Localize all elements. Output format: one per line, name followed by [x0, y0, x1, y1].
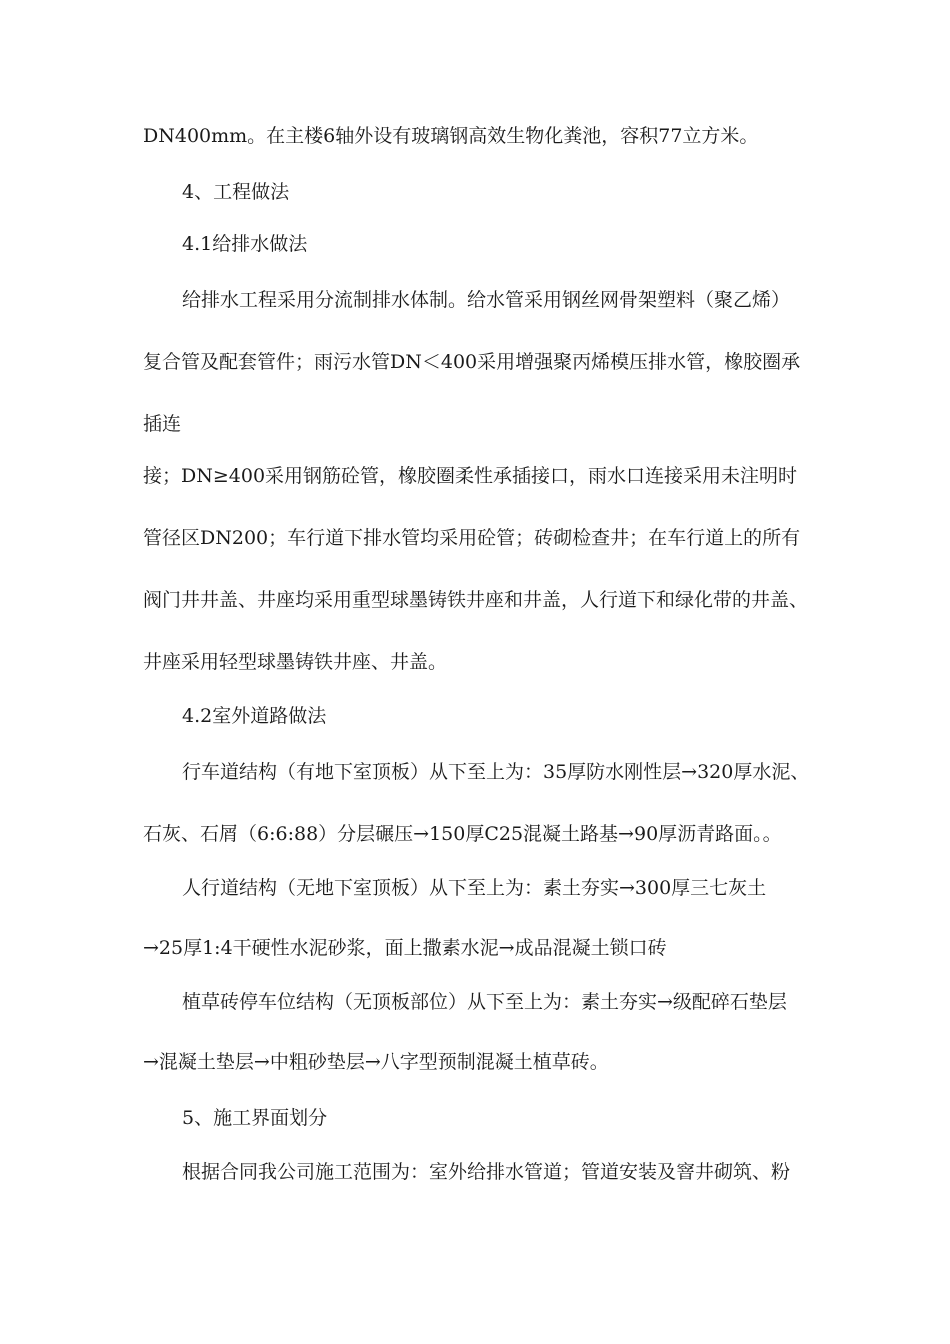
- paragraph-line: 植草砖停车位结构（无顶板部位）从下至上为：素土夯实→级配碎石垫层: [182, 991, 787, 1013]
- paragraph-line: 石灰、石屑（6:6:88）分层碾压→150厚C25混凝土路基→90厚沥青路面。。: [143, 823, 782, 845]
- paragraph-line: 接；DN≥400采用钢筋砼管，橡胶圈柔性承插接口，雨水口连接采用未注明时: [143, 465, 798, 487]
- paragraph-line: →25厚1:4干硬性水泥砂浆，面上撒素水泥→成品混凝土锁口砖: [143, 937, 667, 959]
- section-heading: 5、施工界面划分: [182, 1107, 328, 1129]
- paragraph-line: →混凝土垫层→中粗砂垫层→八字型预制混凝土植草砖。: [143, 1051, 609, 1073]
- paragraph-line: 插连: [143, 413, 182, 435]
- section-heading: 4、工程做法: [182, 181, 290, 203]
- paragraph-line: 给排水工程采用分流制排水体制。给水管采用钢丝网骨架塑料（聚乙烯）: [182, 289, 791, 311]
- paragraph-line: 管径区DN200；车行道下排水管均采用砼管；砖砌检查井；在车行道上的所有: [143, 527, 801, 549]
- paragraph-line: 行车道结构（有地下室顶板）从下至上为：35厚防水刚性层→320厚水泥、: [182, 761, 810, 783]
- paragraph-line: 阀门井井盖、井座均采用重型球墨铸铁井座和井盖，人行道下和绿化带的井盖、: [143, 589, 809, 611]
- paragraph-line: DN400mm。在主楼6轴外设有玻璃钢高效生物化粪池，容积77立方米。: [143, 125, 759, 147]
- paragraph-line: 根据合同我公司施工范围为：室外给排水管道；管道安装及窨井砌筑、粉: [182, 1161, 791, 1183]
- paragraph-line: 复合管及配套管件；雨污水管DN＜400采用增强聚丙烯模压排水管，橡胶圈承: [143, 351, 801, 373]
- paragraph-line: 井座采用轻型球墨铸铁井座、井盖。: [143, 651, 448, 673]
- subsection-heading: 4.2室外道路做法: [182, 705, 327, 727]
- paragraph-line: 人行道结构（无地下室顶板）从下至上为：素土夯实→300厚三七灰土: [182, 877, 767, 899]
- subsection-heading: 4.1给排水做法: [182, 233, 308, 255]
